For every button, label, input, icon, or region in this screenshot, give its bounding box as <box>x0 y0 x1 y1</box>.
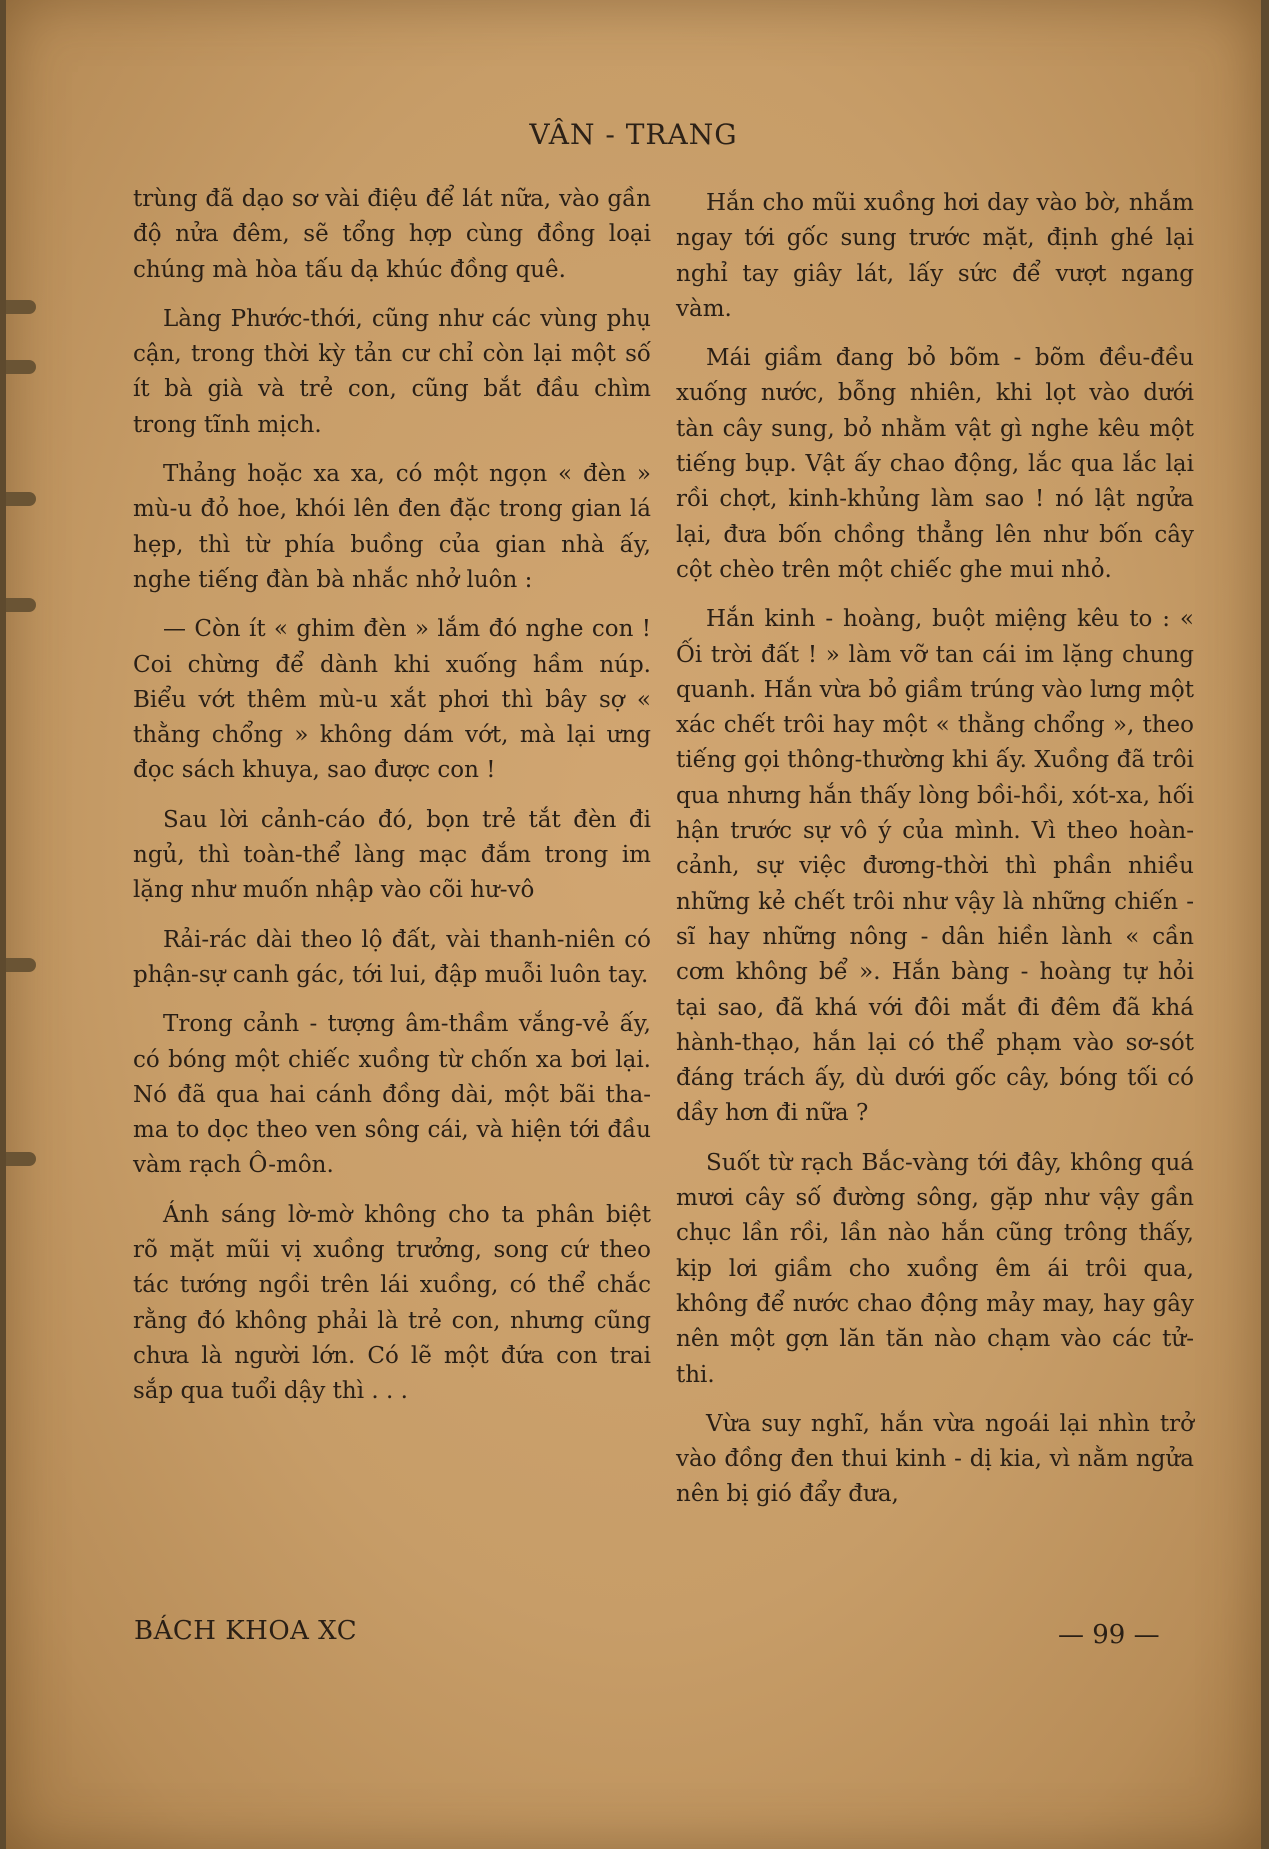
page-number: — 99 — <box>1058 1620 1160 1650</box>
page-edge-tear <box>6 1152 36 1166</box>
left-column <box>133 182 651 1424</box>
paragraph: — Còn ít « ghim đèn » lắm đó nghe con ! Coi chừng để dành khi xuống hầm núp. Biểu vớt thêm mù-u xắt phơi thì bây sợ « thằng chổng » không dám vớt, mà lại ưng đọc sách khuya, sao được con ! <box>133 616 651 784</box>
page-edge-tear <box>6 360 36 374</box>
paragraph: Rải-rác dài theo lộ đất, vài thanh-niên có phận-sự canh gác, tới lui, đập muỗi luôn tay. <box>133 926 651 988</box>
paragraph: Suốt từ rạch Bắc-vàng tới đây, không quá mươi cây số đường sông, gặp như vậy gần chục lần rồi, lần nào hắn cũng trông thấy, kịp lơi giầm cho xuồng êm ái trôi qua, không để nước chao động mảy may, hay gây nên một gợn lăn tăn nào chạm vào các tử-thi. <box>676 1149 1194 1388</box>
paragraph: Làng Phước-thới, cũng như các vùng phụ cận, trong thời kỳ tản cư chỉ còn lại một số ít bà già và trẻ con, cũng bắt đầu chìm trong tĩnh mịch. <box>133 305 651 438</box>
page-edge-tear <box>6 492 36 506</box>
page-edge-tear <box>6 958 36 972</box>
paragraph: Hắn cho mũi xuồng hơi day vào bờ, nhắm ngay tới gốc sung trước mặt, định ghé lại nghỉ tay giây lát, lấy sức để vượt ngang vàm. <box>676 190 1194 322</box>
page-edge-tear <box>6 598 36 612</box>
paragraph: Vừa suy nghĩ, hắn vừa ngoái lại nhìn trở vào đồng đen thui kinh - dị kia, vì nằm ngửa nên bị gió đẩy đưa, <box>676 1410 1194 1508</box>
paragraph: Sau lời cảnh-cáo đó, bọn trẻ tắt đèn đi ngủ, thì toàn-thể làng mạc đắm trong im lặng như muốn nhập vào cõi hư-vô <box>133 806 651 904</box>
paragraph: Thảng hoặc xa xa, có một ngọn « đèn » mù-u đỏ hoe, khói lên đen đặc trong gian lá hẹp, thì từ phía buồng của gian nhà ấy, nghe tiếng đàn bà nhắc nhở luôn : <box>133 461 651 593</box>
paragraph: Mái giầm đang bỏ bõm - bõm đều-đều xuống nước, bỗng nhiên, khi lọt vào dưới tàn cây sung, bỏ nhằm vật gì nghe kêu một tiếng bụp. Vật ấy chao động, lắc qua lắc lại rồi chợt, kinh-khủng làm sao ! nó lật ngửa lại, đưa bốn chồng thẳng lên như bốn cây cột chèo trên một chiếc ghe mui nhỏ. <box>676 345 1194 583</box>
paragraph: Ánh sáng lờ-mờ không cho ta phân biệt rõ mặt mũi vị xuồng trưởng, song cứ theo tác tướng ngồi trên lái xuồng, có thể chắc rằng đó không phải là trẻ con, nhưng cũng chưa là người lớn. Có lẽ một đứa con trai sắp qua tuổi dậy thì . . . <box>133 1201 651 1405</box>
right-column <box>676 186 1194 1527</box>
paragraph: Trong cảnh - tượng âm-thầm vắng-vẻ ấy, có bóng một chiếc xuồng từ chốn xa bơi lại. Nó đã qua hai cánh đồng dài, một bãi tha-ma to dọc theo ven sông cái, và hiện tới đầu vàm rạch Ô-môn. <box>133 1011 651 1179</box>
document-page <box>6 0 1261 1849</box>
paragraph: trùng đã dạo sơ vài điệu để lát nữa, vào gần độ nửa đêm, sẽ tổng hợp cùng đồng loại chúng mà hòa tấu dạ khúc đồng quê. <box>133 186 651 283</box>
publication-footer: BÁCH KHOA XC <box>134 1616 358 1646</box>
paragraph: Hắn kinh - hoàng, buột miệng kêu to : « Ối trời đất ! » làm vỡ tan cái im lặng chung quanh. Hắn vừa bỏ giầm trúng vào lưng một xác chết trôi hay một « thằng chổng », theo tiếng gọi thông-thường khi ấy. Xuồng đã trôi qua nhưng hắn thấy lòng bồi-hồi, xót-xa, hối hận trước sự vô ý của mình. Vì theo hoàn-cảnh, sự việc đương-thời thì phần nhiều những kẻ chết trôi như vậy là những chiến - sĩ hay những nông - dân hiền lành « cần cơm không bể ». Hắn bàng - hoàng tự hỏi tại sao, đã khá với đôi mắt đi đêm đã khá hành-thạo, hắn lại có thể phạm vào sơ-sót đáng trách ấy, dù dưới gốc cây, bóng tối có dầy hơn đi nữa ? <box>676 606 1194 1127</box>
running-header: VÂN - TRANG <box>529 118 738 151</box>
page-edge-tear <box>6 300 36 314</box>
